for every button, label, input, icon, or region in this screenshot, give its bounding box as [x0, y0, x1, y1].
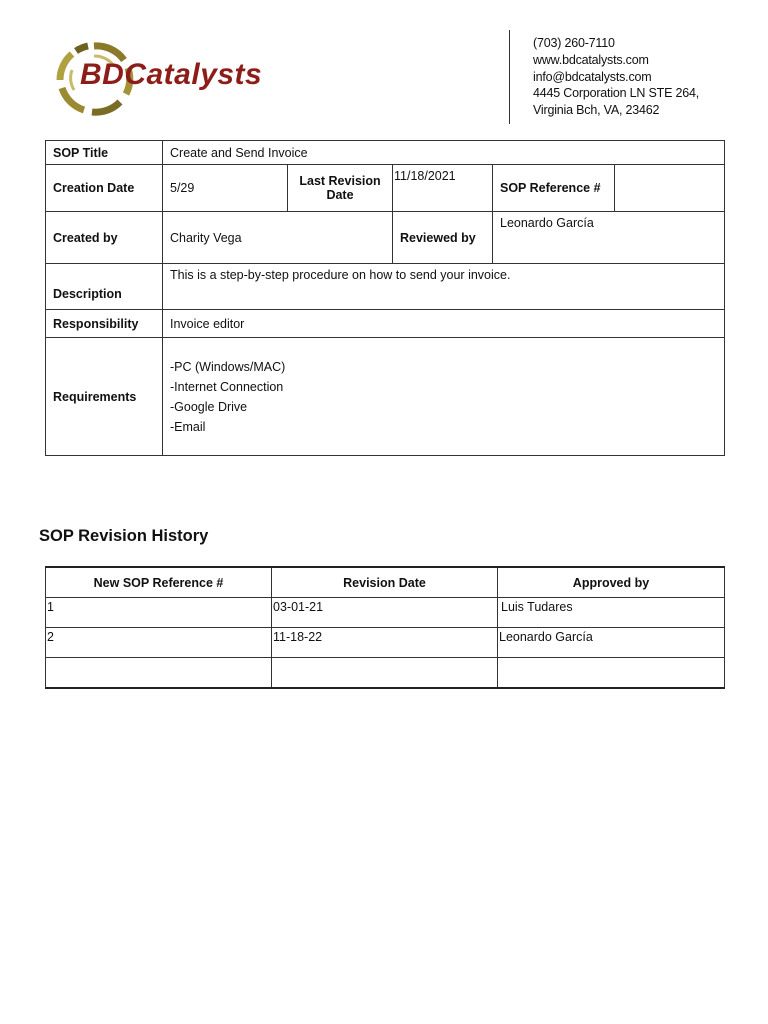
last-revision-label: Last Revision Date: [288, 165, 393, 212]
cell-reference: 1: [46, 598, 272, 628]
sop-title-label: SOP Title: [46, 141, 163, 165]
last-revision-value: 11/18/2021: [393, 165, 493, 212]
requirements-value: [163, 338, 725, 456]
responsibility-row: [46, 310, 725, 338]
contact-address-line1: 4445 Corporation LN STE 264,: [533, 86, 700, 101]
revision-history-title: SOP Revision History: [39, 527, 209, 545]
contact-block: [533, 35, 699, 119]
cell-revision-date: [272, 658, 498, 689]
col-header-approved-by: Approved by: [498, 567, 725, 598]
contact-website[interactable]: www.bdcatalysts.com: [533, 52, 649, 67]
requirements-list: [170, 357, 717, 437]
creation-date-row: [46, 165, 725, 212]
table-row: [46, 598, 725, 628]
requirement-item: -Google Drive: [170, 399, 248, 414]
description-row: [46, 264, 725, 310]
cell-reference: 2: [46, 628, 272, 658]
sop-reference-label: SOP Reference #: [493, 165, 615, 212]
creation-date-value: 5/29: [163, 165, 288, 212]
cell-revision-date: 03-01-21: [272, 598, 498, 628]
cell-approved-by: [498, 658, 725, 689]
responsibility-label: Responsibility: [46, 310, 163, 338]
sop-reference-value: [615, 165, 725, 212]
responsibility-value: Invoice editor: [163, 310, 725, 338]
sop-info-table: [45, 140, 725, 456]
table-row: [46, 628, 725, 658]
requirement-item: -Internet Connection: [170, 379, 284, 394]
reviewed-by-value: Leonardo García: [493, 212, 725, 264]
sop-title-row: [46, 141, 725, 165]
created-by-value: Charity Vega: [163, 212, 393, 264]
logo-text: BDCatalysts: [80, 58, 263, 91]
requirement-item: -Email: [170, 419, 206, 434]
revision-header-row: [46, 567, 725, 598]
description-label: Description: [46, 264, 163, 310]
sop-title-value: Create and Send Invoice: [163, 141, 725, 165]
requirement-item: -PC (Windows/MAC): [170, 359, 286, 374]
cell-approved-by: Leonardo García: [498, 628, 725, 658]
header-divider: [509, 30, 510, 124]
created-by-label: Created by: [46, 212, 163, 264]
cell-revision-date: 11-18-22: [272, 628, 498, 658]
creation-date-label: Creation Date: [46, 165, 163, 212]
contact-address-line2: Virginia Bch, VA, 23462: [533, 103, 660, 118]
col-header-new-sop-reference: New SOP Reference #: [46, 567, 272, 598]
description-value: This is a step-by-step procedure on how to send your invoice.: [163, 264, 725, 310]
table-row: [46, 658, 725, 689]
created-by-row: [46, 212, 725, 264]
cell-approved-by: Luis Tudares: [498, 598, 725, 628]
requirements-label: Requirements: [46, 338, 163, 456]
contact-email[interactable]: info@bdcatalysts.com: [533, 69, 652, 84]
revision-history-table: [45, 566, 725, 689]
reviewed-by-label: Reviewed by: [393, 212, 493, 264]
company-logo: [54, 40, 274, 116]
cell-reference: [46, 658, 272, 689]
col-header-revision-date: Revision Date: [272, 567, 498, 598]
requirements-row: [46, 338, 725, 456]
contact-phone: (703) 260-7110: [533, 36, 615, 50]
